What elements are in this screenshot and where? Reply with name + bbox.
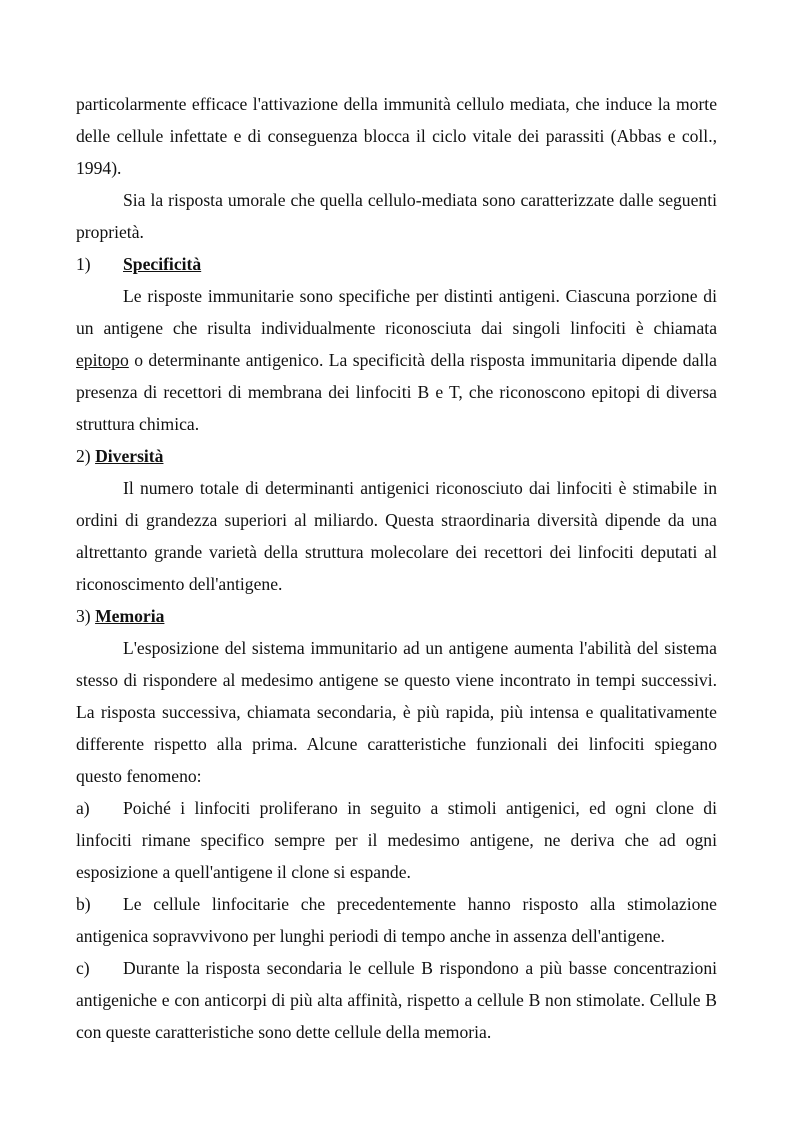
section-body-memoria: L'esposizione del sistema immunitario ad un antigene aumenta l'abilità del sistema stesso di rispondere al medesimo antigene se questo viene incontrato in tempi successivi. La risposta successiva, chiamata secondaria, è più rapida, più intensa e qualitativamente differente rispetto alla prima. Alcune caratteristiche funzionali dei linfociti spiegano questo fenomeno: [76,638,717,786]
section-number: 1) [76,254,91,274]
section-heading-diversita [76,440,717,472]
intro-paragraph-2: Sia la risposta umorale che quella cellulo-mediata sono caratterizzate dalle seguenti proprietà. [76,190,717,242]
epitopo-term: epitopo [76,350,129,370]
list-item-text: Le cellule linfocitarie che precedentemente hanno risposto alla stimolazione antigenica sopravvivono per lunghi periodi di tempo anche in assenza dell'antigene. [76,894,717,946]
list-item-b [76,888,717,952]
section-body-diversita: Il numero totale di determinanti antigenici riconosciuto dai linfociti è stimabile in ordini di grandezza superiori al miliardo. Questa straordinaria diversità dipende da una altrettanto grande varietà della struttura molecolare dei recettori dei linfociti deputati al riconoscimento dell'antigene. [76,478,717,594]
list-item-text: Durante la risposta secondaria le cellule B rispondono a più basse concentrazioni antigeniche e con anticorpi di più alta affinità, rispetto a cellule B non stimolate. Cellule B con queste caratteristiche sono dette cellule della memoria. [76,958,717,1042]
list-item-text: Poiché i linfociti proliferano in seguito a stimoli antigenici, ed ogni clone di linfociti rimane specifico sempre per il medesimo antigene, ne deriva che ad ogni esposizione a quell'antigene il clone si espande. [76,798,717,882]
section-title: Specificità [123,254,202,274]
section-number: 2) [76,446,91,466]
list-item-label: c) [76,958,90,978]
document-page [76,88,717,1048]
list-item-c [76,952,717,1048]
section-title: Memoria [95,606,165,626]
section-heading-specificita [76,248,717,280]
body-text: Le risposte immunitarie sono specifiche per distinti antigeni. Ciascuna porzione di un antigene che risulta individualmente riconosciuta dai singoli linfociti è chiamata [76,286,717,338]
list-item-label: a) [76,798,90,818]
section-heading-memoria [76,600,717,632]
list-item-a [76,792,717,888]
list-item-label: b) [76,894,91,914]
section-body-specificita [76,280,717,440]
body-text: o determinante antigenico. La specificità della risposta immunitaria dipende dalla presenza di recettori di membrana dei linfociti B e T, che riconoscono epitopi di diversa struttura chimica. [76,350,717,434]
section-title: Diversità [95,446,164,466]
section-number: 3) [76,606,91,626]
intro-paragraph-1: particolarmente efficace l'attivazione della immunità cellulo mediata, che induce la morte delle cellule infettate e di conseguenza blocca il ciclo vitale dei parassiti (Abbas e coll., 1994). [76,94,717,178]
